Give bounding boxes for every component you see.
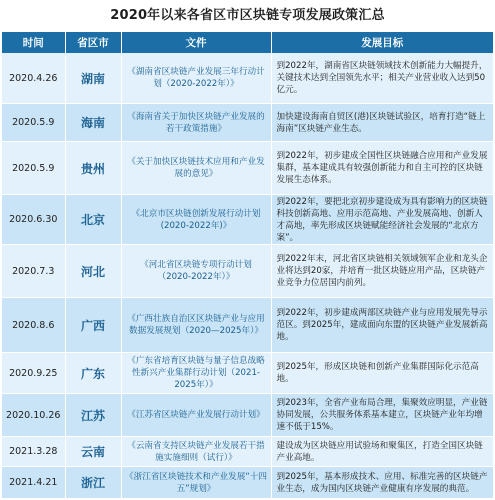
row-date: 2020.5.9 [2, 104, 65, 142]
table-row [2, 394, 493, 437]
header-date: 时间 [2, 32, 65, 53]
row-date: 2020.7.3 [2, 245, 65, 298]
table-row [2, 104, 493, 142]
row-province: 浙江 [65, 467, 121, 499]
row-province: 河北 [65, 245, 121, 298]
row-date: 2021.4.21 [2, 467, 65, 499]
table-header-row [2, 32, 493, 53]
row-document: 《广西壮族自治区区块链产业与应用数据发展规划（2020—2025年）》 [121, 298, 271, 353]
row-goal: 到2025年，基本形成技术、应用、标准完善的区块链产业生态，成为国内区块链产业健康有序发展的典范。 [271, 467, 493, 499]
row-document: 《湖南省区块链产业发展三年行动计划（2020-2022年）》 [121, 53, 271, 104]
row-date: 2020.5.9 [2, 142, 65, 195]
row-goal: 到2022年，湖南省区块链领域技术创新能力大幅提升，关键技术达到全国领先水平；相关产业营业收入达到50亿元。 [271, 53, 493, 104]
row-date: 2020.8.6 [2, 298, 65, 353]
row-document: 《北京市区块链创新发展行动计划(2020-2022年)》 [121, 195, 271, 245]
row-date: 2020.4.26 [2, 53, 65, 104]
page-title: 2020年以来各省区市区块链专项发展政策汇总 [110, 8, 385, 23]
row-province: 江苏 [65, 394, 121, 437]
row-goal: 到2023年，全省产业布局合理，集聚效应明显，产业链协同发展，公共服务体系基本建立，区块链产业年均增速不低于15%。 [271, 394, 493, 437]
row-document: 《广东省培育区块链与量子信息战略性新兴产业集群行动计划（2021-2025年）》 [121, 353, 271, 394]
row-province: 北京 [65, 195, 121, 245]
row-goal: 加快建设海南自贸区(港)区块链试验区，培育打造“链上海南”区块链产业生态。 [271, 104, 493, 142]
row-document: 《关于加快区块链技术应用和产业发展的意见》 [121, 142, 271, 195]
row-date: 2020.6.30 [2, 195, 65, 245]
table-row [2, 467, 493, 499]
row-goal: 到2022年，初步建成两部区块链产业与应用发展先导示范区。到2025年，建成面向东盟的区块链产业发展新高地。 [271, 298, 493, 353]
header-goal: 发展目标 [271, 32, 493, 53]
table-row [2, 353, 493, 394]
row-province: 云南 [65, 437, 121, 467]
row-goal: 建设成为区块链应用试验场和聚集区，打造全国区块链产业高地。 [271, 437, 493, 467]
table-row [2, 195, 493, 245]
table-row [2, 142, 493, 195]
table-row [2, 298, 493, 353]
row-goal: 到2022年末，河北省区块链相关领域领军企业和龙头企业将达到20家，并培育一批区块链应用产品，区块链产业竞争力位居国内前列。 [271, 245, 493, 298]
row-goal: 到2025年，形成区块链和创新产业集群国际化示范高地。 [271, 353, 493, 394]
header-province: 省区市 [65, 32, 121, 53]
row-province: 贵州 [65, 142, 121, 195]
row-province: 广东 [65, 353, 121, 394]
row-date: 2020.10.26 [2, 394, 65, 437]
table-row [2, 53, 493, 104]
table-row [2, 245, 493, 298]
row-goal: 到2022年，要把北京初步建设成为具有影响力的区块链科技创新高地、应用示范高地、产业发展高地、创新人才高地，率先形成区块链赋能经济社会发展的“北京方案”。 [271, 195, 493, 245]
header-document: 文件 [121, 32, 271, 53]
row-document: 《河北省区块链专项行动计划（2020-2022年）》 [121, 245, 271, 298]
row-document: 《浙江省区块链技术和产业发展“十四五”规划》 [121, 467, 271, 499]
table-row [2, 437, 493, 467]
row-document: 《海南省关于加快区块链产业发展的若干政策措施》 [121, 104, 271, 142]
row-goal: 到2022年，初步建成全国性区块链融合应用和产业发展集群，基本建成具有较强创新能力和自主可控的区块链发展生态体系。 [271, 142, 493, 195]
policy-table [2, 32, 493, 499]
row-province: 海南 [65, 104, 121, 142]
row-date: 2020.9.25 [2, 353, 65, 394]
row-document: 《江苏省区块链产业发展行动计划》 [121, 394, 271, 437]
row-document: 《云南省支持区块链产业发展若干措施实施细则（试行）》 [121, 437, 271, 467]
row-province: 广西 [65, 298, 121, 353]
row-province: 湖南 [65, 53, 121, 104]
row-date: 2021.3.28 [2, 437, 65, 467]
